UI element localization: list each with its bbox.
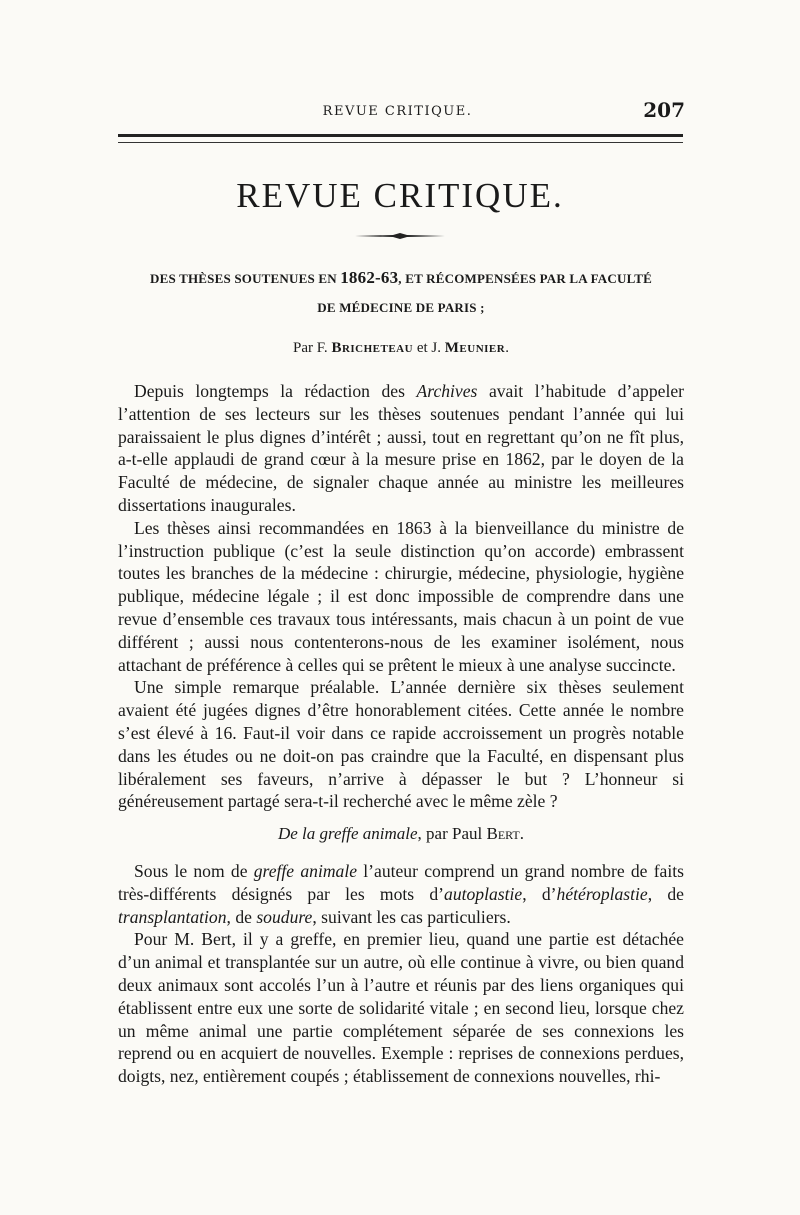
p4-d: , de — [647, 883, 684, 904]
authors-joiner: et J. — [413, 340, 445, 356]
running-title: REVUE CRITIQUE. — [322, 104, 473, 119]
section-by: , par Paul — [417, 824, 487, 844]
article-body — [118, 380, 684, 1088]
term-soudure: soudure — [256, 906, 313, 927]
p4-e: , de — [226, 906, 257, 927]
p4-b: l’auteur comprend un grand nombre de faits très-différents désignés par les mots d’ — [118, 860, 684, 904]
paragraph-2: Les thèses ainsi recommandées en 1863 à la bienveillance du ministre de l’instruction publique (c’est la seule distinction qu’on accorde) embrassent toutes les branches de la médecine : chirurgie, médecine, physiologie, hygiène publique, médecine légale ; il est donc impossible de comprendre dans une revue d’ensemble ces travaux tous intéressants, mais chacun à un point de vue différent ; aussi nous contenterons-nous de les examiner isolément, nous attachant de préférence à celles qui se prêtent le mieux à une analyse succincte. — [118, 517, 684, 675]
subtitle-part-a: DES THÈSES SOUTENUES EN — [149, 271, 341, 286]
author-2: Meunier — [444, 340, 506, 356]
paragraph-1 — [118, 380, 684, 517]
term-greffe-animale: greffe animale — [253, 860, 358, 881]
subtitle-year: 1862-63 — [340, 268, 399, 287]
authors-prefix: Par F. — [293, 340, 332, 356]
section-title: De la greffe animale — [277, 824, 418, 844]
p4-f: , suivant les cas particuliers. — [312, 906, 511, 927]
header-rule-thick — [118, 134, 683, 137]
subtitle-part-b: , ET RÉCOMPENSÉES PAR LA FACULTÉ — [398, 271, 652, 286]
article-title: REVUE CRITIQUE. — [236, 176, 564, 215]
paragraph-3: Une simple remarque préalable. L’année dernière six thèses seulement avaient été jugées dignes d’être honorablement citées. Cette année le nombre s’est élevé à 16. Faut-il voir dans ce rapide accroissement un progrès notable dans les études ou ne doit-on pas craindre que la Faculté, en dispensant plus libéralement ses faveurs, n’arrive à dépasser le but ? L’honneur si généreusement partagé sera-t-il recherché avec le même zèle ? — [118, 677, 684, 812]
paragraph-1-part-b: avait l’habitude d’appeler l’attention de ses lecteurs sur les thèses soutenues pendant l’année qui lui paraissaient le plus dignes d’intérêt ; aussi, tout en regrettant qu’on ne fît plus, a-t-elle applaudi de grand cœur à la mesure prise en 1862, par le doyen de la Faculté de médecine, de signaler chaque année au ministre les meilleures dissertations inaugurales. — [118, 381, 684, 515]
section-end: . — [519, 824, 525, 844]
author-1: Bricheteau — [331, 340, 414, 356]
term-transplantation: transplantation — [118, 906, 227, 927]
authors-line — [118, 340, 684, 357]
section-author: Bert — [486, 824, 520, 844]
subtitle-line-2: DE MÉDECINE DE PARIS ; — [317, 300, 485, 315]
page-number: 207 — [643, 98, 685, 122]
term-heteroplastie: hétéroplastie — [556, 883, 648, 904]
section-heading — [118, 823, 684, 846]
subtitle-line-1 — [118, 268, 684, 288]
p4-a: Sous le nom de — [134, 860, 254, 881]
authors-suffix: . — [505, 340, 509, 356]
p4-c: , d’ — [522, 883, 557, 904]
archives-title: Archives — [416, 381, 478, 401]
paragraph-4 — [118, 860, 684, 928]
term-autoplastie: autoplastie — [444, 883, 523, 904]
paragraph-5: Pour M. Bert, il y a greffe, en premier lieu, quand une partie est détachée d’un animal et transplantée sur un autre, où elle continue à vivre, ou bien quand deux animaux sont accolés l’un à l’autre et réunis par des liens organiques qui établissent entre eux une sorte de solidarité vitale ; en second lieu, lorsque chez un même animal une partie complétement séparée de ses connexions les reprend ou en acquiert de nouvelles. Exemple : reprises de connexions perdues, doigts, nez, entièrement coupés ; établissement de connexions nouvelles, rhi- — [118, 929, 684, 1087]
ornament-divider-icon — [355, 233, 445, 239]
header-rule-thin — [118, 142, 683, 143]
running-head — [110, 100, 685, 130]
paragraph-1-part-a: Depuis longtemps la rédaction des — [134, 381, 417, 401]
